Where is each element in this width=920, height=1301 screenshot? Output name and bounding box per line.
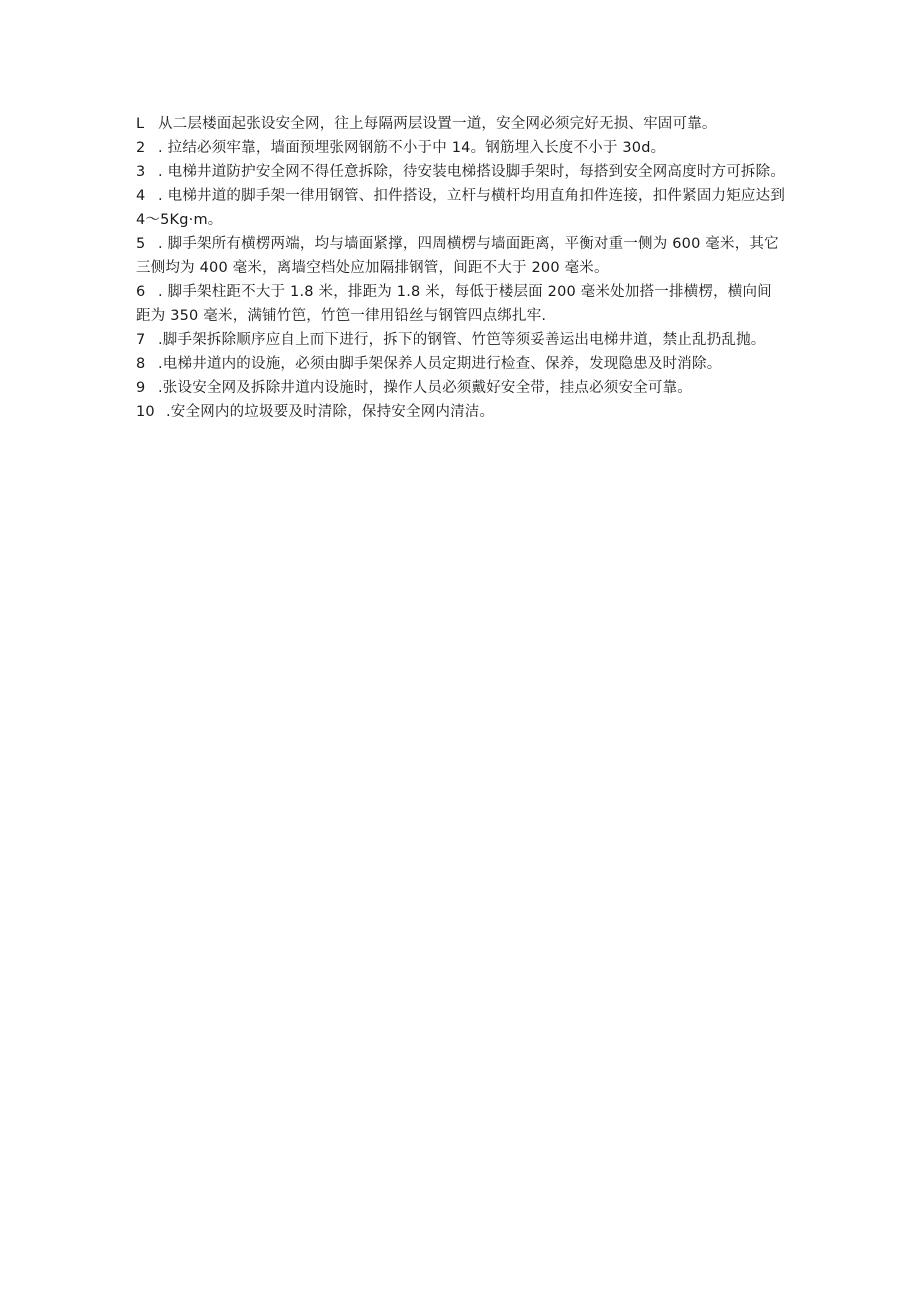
- item-text: .电梯井道内的设施，必须由脚手架保养人员定期进行检查、保养，发现隐患及时消除。: [158, 356, 722, 372]
- list-item: [136, 328, 786, 352]
- item-number: 3: [136, 164, 146, 180]
- list-item: [136, 184, 786, 232]
- item-number: 10: [136, 404, 155, 420]
- list-item: [136, 160, 786, 184]
- item-number: 7: [136, 332, 146, 348]
- list-item: [136, 352, 786, 376]
- item-number: 5: [136, 236, 146, 252]
- item-number: 8: [136, 356, 146, 372]
- list-item: [136, 400, 786, 424]
- list-item: [136, 232, 786, 280]
- item-number: 4: [136, 188, 146, 204]
- list-item: [136, 376, 786, 400]
- item-number: 9: [136, 380, 146, 396]
- list-item: [136, 112, 786, 136]
- item-text: 从二层楼面起张设安全网，往上每隔两层设置一道，安全网必须完好无损、牢固可靠。: [158, 116, 717, 132]
- item-number: L: [136, 116, 145, 132]
- item-number: 2: [136, 140, 146, 156]
- item-text: . 拉结必须牢靠，墙面预埋张网钢筋不小于中 14。钢筋埋入长度不小于 30d。: [158, 140, 666, 156]
- item-text: .安全网内的垃圾要及时清除，保持安全网内清洁。: [166, 404, 495, 420]
- list-item: [136, 136, 786, 160]
- list-item: [136, 280, 786, 328]
- item-text: . 脚手架柱距不大于 1.8 米，排距为 1.8 米，每低于楼层面 200 毫米处加搭一排横楞，横向间距为 350 毫米，满铺竹笆，竹笆一律用铅丝与钢管四点绑扎牢.: [136, 284, 772, 324]
- item-text: .张设安全网及拆除井道内设施时，操作人员必须戴好安全带，挂点必须安全可靠。: [158, 380, 693, 396]
- item-text: . 脚手架所有横楞两端，均与墙面紧撑，四周横楞与墙面距离，平衡对重一侧为 600 毫米，其它三侧均为 400 毫米，离墙空档处应加隔排钢管，间距不大于 200 毫米。: [136, 236, 779, 276]
- item-text: . 电梯井道的脚手架一律用钢管、扣件搭设，立杆与横杆均用直角扣件连接，扣件紧固力矩应达到 4～5Kg·m。: [136, 188, 786, 228]
- item-number: 6: [136, 284, 146, 300]
- item-text: .脚手架拆除顺序应自上而下进行，拆下的钢管、竹笆等须妥善运出电梯井道，禁止乱扔乱抛。: [158, 332, 766, 348]
- item-text: . 电梯井道防护安全网不得任意拆除，待安装电梯搭设脚手架时，每搭到安全网高度时方可拆除。: [158, 164, 786, 180]
- safety-rules-list: [136, 112, 786, 424]
